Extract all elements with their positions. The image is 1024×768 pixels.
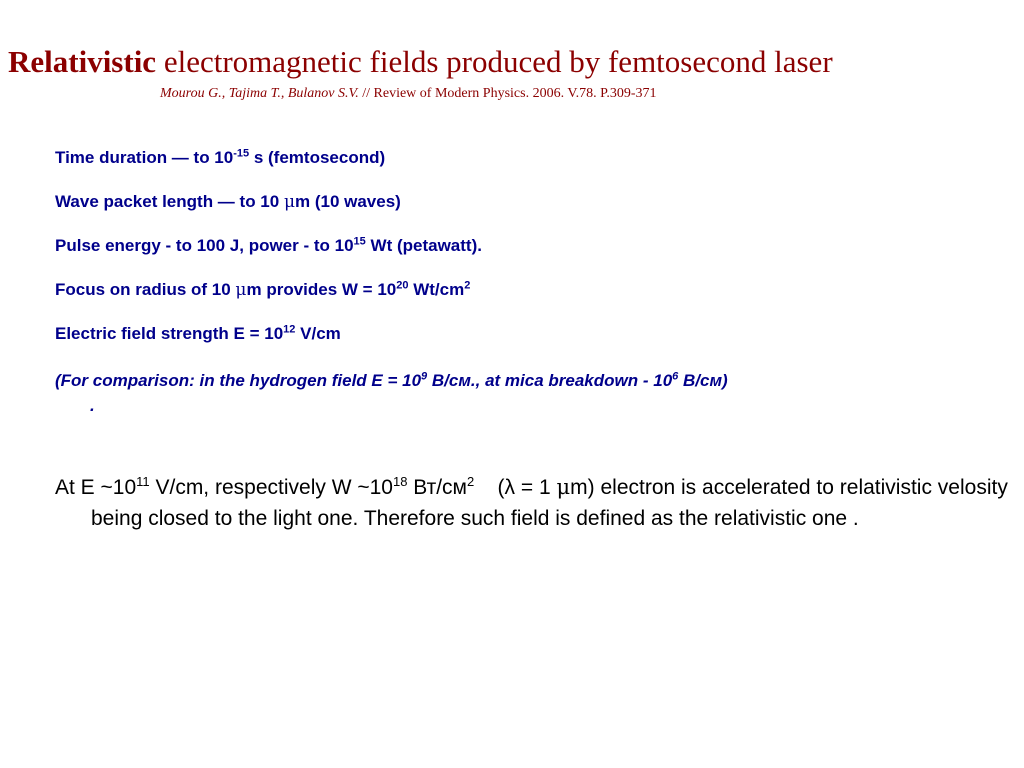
bullet-time-duration: [55, 147, 995, 191]
bullet-field-strength: [55, 323, 995, 367]
bullet-text: Wave packet length — to 10: [55, 192, 284, 211]
exponent: 11: [136, 474, 150, 489]
title-rest: electromagnetic fields produced by femtosecond laser: [156, 44, 833, 79]
title-bold-word: Relativistic: [8, 44, 157, 79]
mu-symbol: μ: [235, 280, 247, 300]
bullet-text: s (femtosecond): [249, 148, 386, 167]
slide-title: [8, 44, 1018, 80]
comparison-note: [55, 368, 995, 418]
bullet-text: Wt/cm: [408, 280, 465, 299]
paragraph-text: V/cm, respectively W ~10: [149, 476, 393, 499]
bullet-focus-radius: [55, 279, 995, 323]
bullet-text: m provides W = 10: [246, 280, 397, 299]
relativistic-paragraph: [55, 472, 1011, 534]
bullet-text: m (10 waves): [295, 192, 401, 211]
bullet-text: Focus on radius of 10: [55, 280, 236, 299]
bullet-text: Time duration — to 10: [55, 148, 234, 167]
mu-symbol: μ: [283, 192, 295, 212]
bullet-wave-packet: [55, 191, 995, 235]
comparison-text: В/см): [678, 371, 728, 390]
mu-symbol: μ: [556, 475, 571, 499]
paragraph-text: m) electron is accelerated to relativistic velosity being closed to the light one. Therefore such field is defined as the relativistic one .: [91, 476, 1008, 530]
exponent: 18: [392, 474, 408, 489]
bullet-text: Electric field strength E = 10: [55, 324, 284, 343]
paragraph-text: Вт/см: [407, 476, 467, 499]
comparison-text: В/см., at mica breakdown - 10: [427, 371, 673, 390]
paragraph-text: At E ~10: [55, 476, 137, 499]
bullet-text: V/cm: [295, 324, 341, 343]
bullet-text: Pulse energy - to 100 J, power - to 10: [55, 236, 354, 255]
exponent: 12: [283, 323, 296, 336]
bullet-pulse-energy: [55, 235, 995, 279]
paragraph-text: (λ = 1: [474, 476, 557, 499]
bullet-list: [55, 147, 995, 367]
exponent: 15: [353, 235, 366, 248]
citation: [160, 86, 657, 102]
citation-source: // Review of Modern Physics. 2006. V.78. P.309-371: [358, 86, 657, 101]
comparison-dot: .: [90, 396, 95, 415]
citation-authors: Mourou G., Tajima T., Bulanov S.V.: [160, 86, 359, 101]
comparison-text: (For comparison: in the hydrogen field E = 10: [55, 371, 422, 390]
exponent: 9: [421, 370, 428, 383]
exponent: 6: [672, 370, 679, 383]
bullet-text: Wt (petawatt).: [365, 236, 482, 255]
exponent: 20: [396, 279, 409, 292]
exponent: -15: [233, 147, 250, 160]
exponent: 2: [466, 474, 475, 489]
exponent: 2: [464, 279, 471, 292]
